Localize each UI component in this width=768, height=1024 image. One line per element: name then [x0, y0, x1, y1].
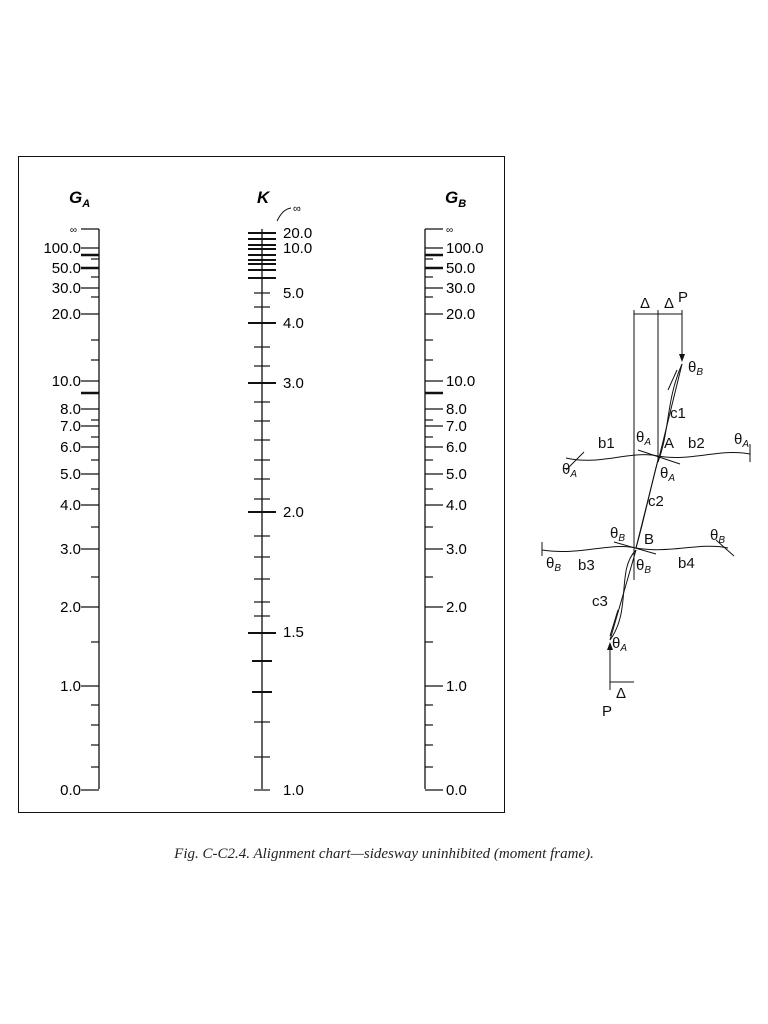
- beam-b3-label: b3: [578, 557, 595, 574]
- ga-label: 1.0: [60, 678, 81, 695]
- theta-b-label-top: $\theta_B$: [688, 359, 704, 378]
- ga-label: 4.0: [60, 497, 81, 514]
- k-label: 4.0: [283, 315, 304, 332]
- beam-b4-label: b4: [678, 555, 695, 572]
- k-label: 10.0: [283, 240, 313, 257]
- gb-header: $G_B$: [445, 188, 467, 210]
- frame-diagram-svg: [520, 280, 768, 730]
- gb-ticks: [425, 229, 443, 790]
- ga-label: 0.0: [60, 782, 81, 799]
- beam-b2: [658, 452, 750, 457]
- k-label: 3.0: [283, 375, 304, 392]
- ga-label: 6.0: [60, 439, 81, 456]
- gb-label: ∞: [446, 225, 454, 236]
- gb-label: 100.0: [446, 240, 484, 257]
- ga-label: 7.0: [60, 418, 81, 435]
- theta-a-label-below: $\theta_A$: [660, 465, 676, 484]
- k-label: 5.0: [283, 285, 304, 302]
- ga-label: 100.0: [43, 240, 81, 257]
- k-infinity-label: ∞: [293, 203, 301, 215]
- gb-label: 7.0: [446, 418, 467, 435]
- ga-ticks: [81, 229, 99, 790]
- k-header: K: [257, 188, 270, 207]
- theta-b-label-upper-left: $\theta_B$: [610, 525, 626, 544]
- beam-b1-label: b1: [598, 435, 615, 452]
- gb-label: 50.0: [446, 260, 476, 277]
- theta-b-label-below: $\theta_B$: [636, 557, 652, 576]
- delta-label-top-right: Δ: [664, 295, 675, 312]
- k-infinity-leader: [277, 208, 291, 221]
- gb-labels: [446, 225, 484, 799]
- k-label: 2.0: [283, 504, 304, 521]
- beam-b1: [566, 455, 658, 461]
- ga-label: 2.0: [60, 599, 81, 616]
- joint-b-label: B: [644, 531, 655, 548]
- joint-a-label: A: [664, 435, 675, 452]
- gb-label: 20.0: [446, 306, 476, 323]
- ga-label: 3.0: [60, 541, 81, 558]
- k-label: 1.0: [283, 782, 304, 799]
- delta-label-bottom: Δ: [616, 685, 627, 702]
- load-label-top: P: [678, 289, 689, 306]
- k-labels: [283, 225, 312, 799]
- beam-b3: [542, 546, 636, 551]
- theta-b-label-left: $\theta_B$: [546, 555, 562, 574]
- beam-b2-label: b2: [688, 435, 705, 452]
- gb-label: 30.0: [446, 280, 476, 297]
- ga-label: 20.0: [51, 306, 81, 323]
- alignment-chart: [18, 156, 505, 813]
- gb-label: 4.0: [446, 497, 467, 514]
- gb-label: 2.0: [446, 599, 467, 616]
- gb-label: 8.0: [446, 401, 467, 418]
- column-c1-label: c1: [670, 405, 686, 422]
- ga-label: 30.0: [51, 280, 81, 297]
- ga-label: ∞: [69, 225, 77, 236]
- theta-a-label-bottom: $\theta_A$: [612, 635, 628, 654]
- ga-label: 50.0: [51, 260, 81, 277]
- frame-deformation-diagram: [520, 280, 768, 730]
- ga-label: 5.0: [60, 466, 81, 483]
- ga-label: 10.0: [51, 373, 81, 390]
- gb-label: 10.0: [446, 373, 476, 390]
- figure-caption: Fig. C-C2.4. Alignment chart—sidesway uninhibited (moment frame).: [174, 846, 594, 862]
- column-c2-label: c2: [648, 493, 664, 510]
- column-c3-tangent: [610, 610, 618, 636]
- ga-labels: [43, 225, 81, 799]
- ga-label: 8.0: [60, 401, 81, 418]
- k-label: 1.5: [283, 624, 304, 641]
- load-label-bottom: P: [602, 703, 613, 720]
- ga-header: $G_A$: [69, 188, 91, 210]
- alignment-chart-svg: [19, 157, 506, 814]
- delta-label-top-left: Δ: [640, 295, 651, 312]
- theta-b-label-right: $\theta_B$: [710, 527, 726, 546]
- gb-label: 6.0: [446, 439, 467, 456]
- theta-a-label-b1: $\theta_A$: [636, 429, 652, 448]
- k-label: 20.0: [283, 225, 313, 242]
- theta-a-label-left: $\theta_A$: [562, 461, 578, 480]
- gb-label: 5.0: [446, 466, 467, 483]
- theta-a-label-right: $\theta_A$: [734, 431, 750, 450]
- gb-label: 3.0: [446, 541, 467, 558]
- column-c3-label: c3: [592, 593, 608, 610]
- column-c3-chord: [610, 550, 636, 640]
- gb-label: 0.0: [446, 782, 467, 799]
- gb-label: 1.0: [446, 678, 467, 695]
- joint-a-tangent: [638, 450, 680, 464]
